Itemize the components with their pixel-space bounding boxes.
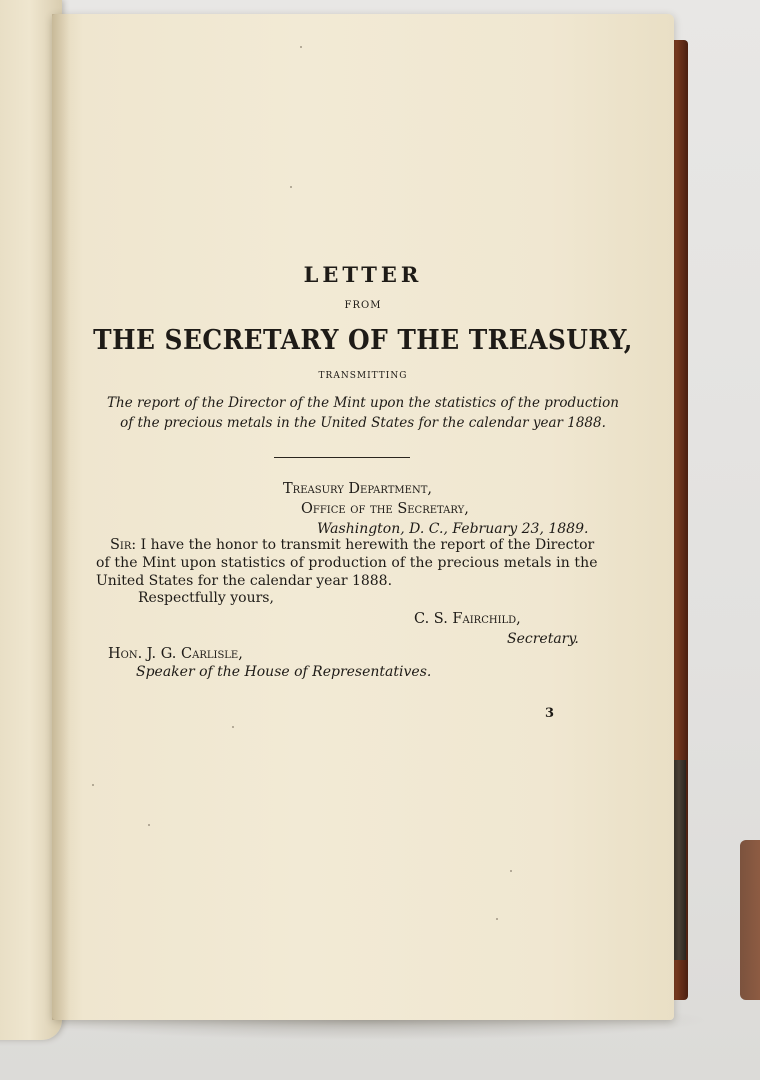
subject-line-1: The report of the Director of the Mint upon the statistics of the production bbox=[107, 395, 619, 411]
recipient-name: Hon. J. G. Carlisle, bbox=[108, 646, 243, 662]
subject-line-2: of the precious metals in the United States for the calendar year 1888. bbox=[120, 415, 606, 431]
transmitting-label: TRANSMITTING bbox=[318, 371, 408, 381]
signature-title: Secretary. bbox=[507, 631, 579, 647]
divider-rule bbox=[274, 457, 410, 458]
paper-speck bbox=[290, 186, 292, 188]
page-number: 3 bbox=[545, 706, 555, 721]
author-title: THE SECRETARY OF THE TREASURY, bbox=[93, 325, 633, 356]
letter-heading: LETTER bbox=[303, 262, 423, 287]
paper-speck bbox=[510, 870, 512, 872]
book-cover-edge-lower bbox=[672, 760, 686, 960]
closing: Respectfully yours, bbox=[138, 590, 274, 606]
address-office: Office of the Secretary, bbox=[301, 501, 469, 517]
salutation: Sir bbox=[110, 537, 132, 553]
paper-speck bbox=[232, 726, 234, 728]
address-date: Washington, D. C., February 23, 1889. bbox=[317, 521, 589, 537]
second-book-edge bbox=[740, 840, 760, 1000]
paper-speck bbox=[300, 46, 302, 48]
body-line-3: United States for the calendar year 1888. bbox=[96, 573, 393, 589]
page-gutter-shadow bbox=[52, 14, 70, 1020]
body-line-1 bbox=[110, 537, 594, 553]
from-label: FROM bbox=[344, 300, 382, 311]
book-page bbox=[52, 14, 674, 1020]
recipient-title: Speaker of the House of Representatives. bbox=[136, 664, 432, 680]
signature-name: C. S. Fairchild, bbox=[414, 611, 521, 627]
address-department: Treasury Department, bbox=[283, 481, 432, 497]
body-line-1-text: : I have the honor to transmit herewith the report of the Director bbox=[131, 537, 595, 553]
paper-speck bbox=[496, 918, 498, 920]
body-line-2: of the Mint upon statistics of production of the precious metals in the bbox=[96, 555, 598, 571]
paper-speck bbox=[92, 784, 94, 786]
paper-speck bbox=[148, 824, 150, 826]
